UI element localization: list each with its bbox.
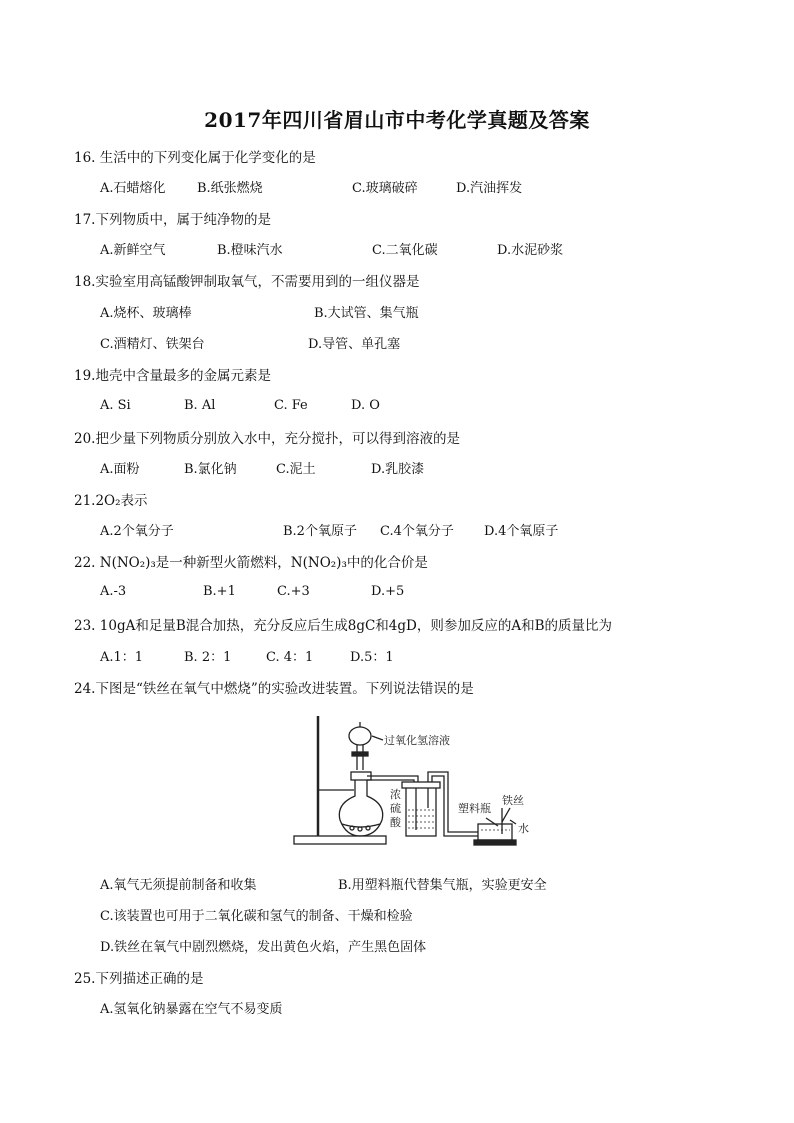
funnel-bulb bbox=[349, 727, 371, 745]
label-acid-1: 浓 bbox=[390, 788, 401, 801]
option-d: D. O bbox=[351, 398, 380, 413]
option-a: A.氧气无须提前制备和收集 bbox=[100, 878, 257, 893]
question-16-stem: 16. 生活中的下列变化属于化学变化的是 bbox=[74, 150, 316, 166]
apparatus-diagram bbox=[288, 712, 538, 854]
question-25-stem: 25.下列描述正确的是 bbox=[74, 971, 204, 987]
acid-liquid bbox=[408, 810, 434, 828]
option-c: C.玻璃破碎 bbox=[352, 181, 418, 196]
option-d: D.汽油挥发 bbox=[456, 181, 523, 196]
option-d: D.铁丝在氧气中剧烈燃烧，发出黄色火焰，产生黑色固体 bbox=[100, 940, 427, 955]
option-a: A.氢氧化钠暴露在空气不易变质 bbox=[100, 1002, 283, 1017]
option-a: A.-3 bbox=[100, 584, 127, 599]
plastic-bottle bbox=[478, 824, 512, 840]
option-c: C. Fe bbox=[274, 398, 308, 413]
option-c: C.该装置也可用于二氧化碳和氢气的制备、干燥和检验 bbox=[100, 909, 413, 924]
label-peroxide: 过氧化氢溶液 bbox=[384, 734, 450, 747]
option-d: D.+5 bbox=[371, 584, 405, 599]
option-d: D.水泥砂浆 bbox=[497, 243, 564, 258]
option-b: B.大试管、集气瓶 bbox=[314, 306, 419, 321]
option-b: B.+1 bbox=[203, 584, 236, 599]
option-a: A.1：1 bbox=[100, 650, 144, 665]
option-a: A.石蜡熔化 bbox=[100, 181, 166, 196]
question-24-stem: 24.下图是“铁丝在氧气中燃烧”的实验改进装置。下列说法错误的是 bbox=[74, 681, 474, 697]
option-b: B.2个氧原子 bbox=[283, 524, 357, 539]
option-d: D.乳胶漆 bbox=[371, 462, 425, 477]
label-wire: 铁丝 bbox=[502, 794, 524, 807]
option-d: D.导管、单孔塞 bbox=[308, 337, 401, 352]
option-d: D.4个氧原子 bbox=[484, 524, 559, 539]
label-acid-2: 硫 bbox=[390, 802, 401, 815]
option-a: A.新鲜空气 bbox=[100, 243, 166, 258]
option-c: C.酒精灯、铁架台 bbox=[100, 337, 205, 352]
question-21-stem: 21.2O₂表示 bbox=[74, 493, 148, 509]
label-acid-3: 酸 bbox=[390, 816, 401, 829]
option-a: A. Si bbox=[100, 398, 131, 413]
option-c: C.泥土 bbox=[276, 462, 316, 477]
question-18-stem: 18.实验室用高锰酸钾制取氧气，不需要用到的一组仪器是 bbox=[74, 274, 420, 290]
question-17-stem: 17.下列物质中，属于纯净物的是 bbox=[74, 212, 271, 228]
drying-bottle bbox=[406, 786, 436, 836]
option-a: A.面粉 bbox=[100, 462, 140, 477]
label-water: 水 bbox=[518, 822, 529, 835]
question-20-stem: 20.把少量下列物质分别放入水中，充分搅扑，可以得到溶液的是 bbox=[74, 431, 460, 447]
apparatus-figure bbox=[288, 712, 538, 854]
label-bottle: 塑料瓶 bbox=[458, 802, 491, 815]
option-b: B.橙味汽水 bbox=[217, 243, 283, 258]
option-b: B.纸张燃烧 bbox=[197, 181, 263, 196]
option-b: B.用塑料瓶代替集气瓶，实验更安全 bbox=[338, 878, 547, 893]
option-c: C.+3 bbox=[277, 584, 310, 599]
question-23-stem: 23. 10gA和足量B混合加热，充分反应后生成8gC和4gD，则参加反应的A和B的质量比为 bbox=[74, 618, 613, 634]
option-c: C.4个氧分子 bbox=[380, 524, 454, 539]
option-b: B. 2：1 bbox=[184, 650, 232, 665]
question-22-stem: 22. N(NO₂)₃是一种新型火箭燃料，N(NO₂)₃中的化合价是 bbox=[74, 555, 428, 571]
stand-base bbox=[294, 836, 386, 844]
page-title: 2017年四川省眉山市中考化学真题及答案 bbox=[204, 108, 590, 132]
option-b: B. Al bbox=[184, 398, 216, 413]
option-a: A.2个氧分子 bbox=[100, 524, 174, 539]
option-d: D.5：1 bbox=[350, 650, 394, 665]
option-c: C. 4：1 bbox=[266, 650, 314, 665]
option-c: C.二氧化碳 bbox=[372, 243, 438, 258]
option-a: A.烧杯、玻璃棒 bbox=[100, 306, 192, 321]
question-19-stem: 19.地壳中含量最多的金属元素是 bbox=[74, 368, 271, 384]
option-b: B.氯化钠 bbox=[184, 462, 237, 477]
